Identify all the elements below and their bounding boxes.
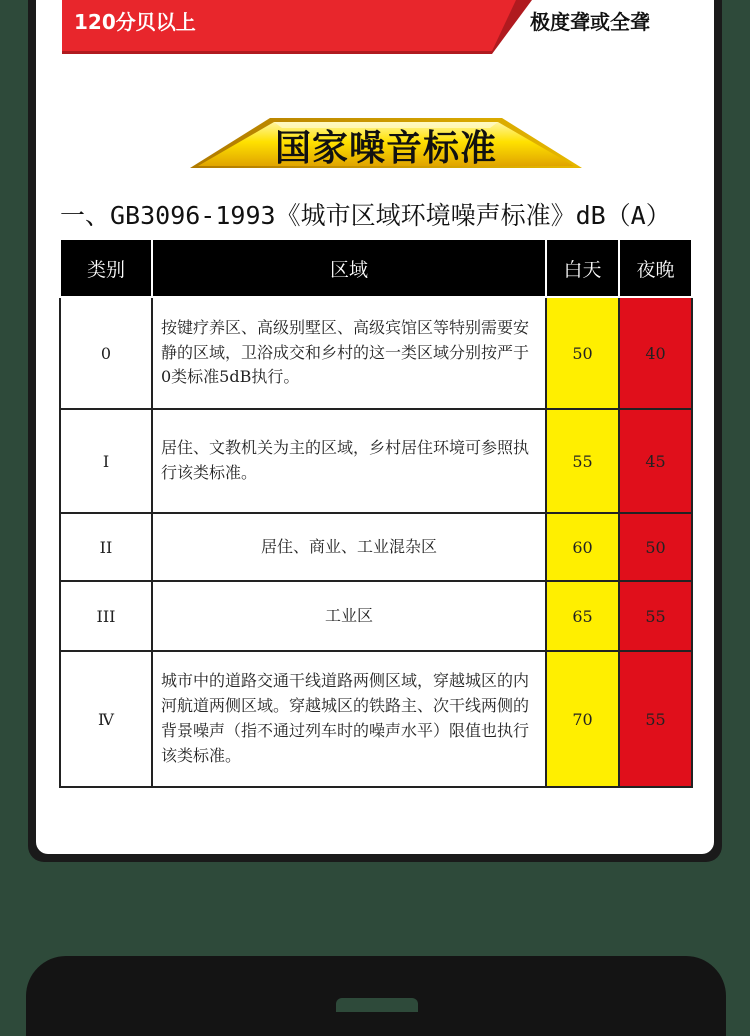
- next-card-tab: [336, 998, 418, 1012]
- noise-level-label: 120分贝以上: [74, 10, 196, 34]
- table-row: [60, 409, 692, 513]
- row-category: III: [60, 581, 152, 651]
- row-night-limit: 50: [619, 513, 692, 581]
- row-area: 居住、商业、工业混杂区: [152, 513, 546, 581]
- row-night-limit: 40: [619, 297, 692, 409]
- row-day-limit: 55: [546, 409, 619, 513]
- row-area: 工业区: [152, 581, 546, 651]
- row-night-limit: 55: [619, 581, 692, 651]
- row-night-limit: 45: [619, 409, 692, 513]
- header-area: 区域: [152, 239, 546, 297]
- row-area: 城市中的道路交通干线道路两侧区域，穿越城区的内河航道两侧区域。穿越城区的铁路主、次干线两侧的背景噪声（指不通过列车时的噪声水平）限值也执行该类标准。: [152, 651, 546, 787]
- row-area: 居住、文教机关为主的区域，乡村居住环境可参照执行该类标准。: [152, 409, 546, 513]
- standard-subtitle: 一、GB3096-1993《城市区域环境噪声标准》dB（A）: [60, 201, 671, 230]
- header-day: 白天: [546, 239, 619, 297]
- row-day-limit: 60: [546, 513, 619, 581]
- table-row: [60, 651, 692, 787]
- row-day-limit: 50: [546, 297, 619, 409]
- row-category: I: [60, 409, 152, 513]
- section-heading: [190, 116, 582, 170]
- table-row: [60, 297, 692, 409]
- row-day-limit: 70: [546, 651, 619, 787]
- header-category: 类别: [60, 239, 152, 297]
- table-row: [60, 581, 692, 651]
- next-card: [26, 956, 726, 1036]
- row-area: 按键疗养区、高级别墅区、高级宾馆区等特别需要安静的区域，卫浴成交和乡村的这一类区域分别按严于0类标准5dB执行。: [152, 297, 546, 409]
- row-category: Ⅳ: [60, 651, 152, 787]
- noise-standard-table: [59, 238, 693, 788]
- header-night: 夜晚: [619, 239, 692, 297]
- row-night-limit: 55: [619, 651, 692, 787]
- row-day-limit: 65: [546, 581, 619, 651]
- row-category: II: [60, 513, 152, 581]
- table-row: [60, 513, 692, 581]
- row-category: 0: [60, 297, 152, 409]
- table-header-row: [60, 239, 692, 297]
- noise-effect-label: 极度聋或全聋: [530, 10, 650, 34]
- section-title: 国家噪音标准: [274, 128, 497, 169]
